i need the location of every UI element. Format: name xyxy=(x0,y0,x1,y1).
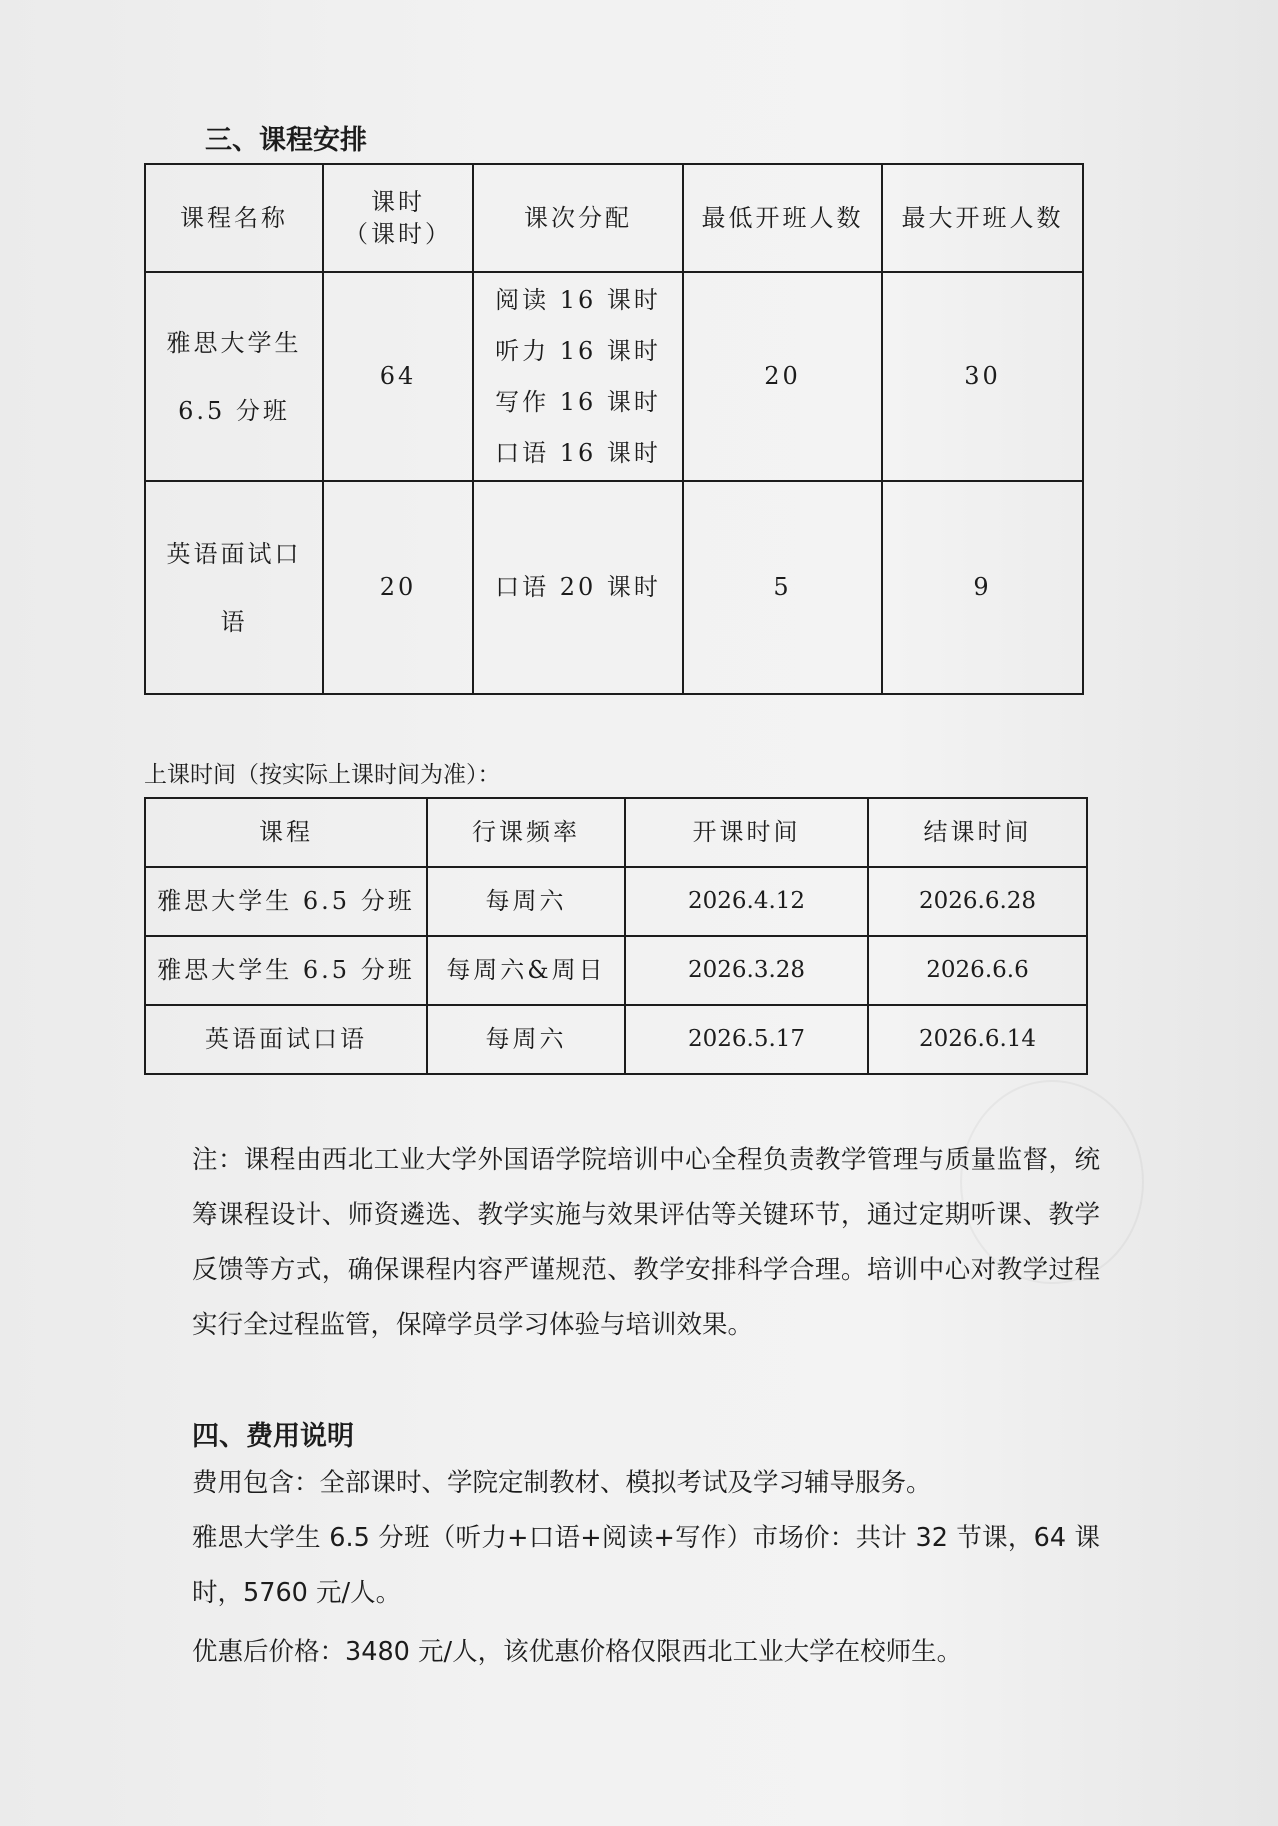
course-cell: 雅思大学生 6.5 分班 xyxy=(145,867,427,936)
course-name-cell xyxy=(145,272,323,481)
allocation-cell xyxy=(473,272,683,481)
end-date-cell: 2026.6.14 xyxy=(868,1005,1087,1074)
frequency-cell: 每周六 xyxy=(427,867,625,936)
table-row xyxy=(145,867,1087,936)
note-text: 注：课程由西北工业大学外国语学院培训中心全程负责教学管理与质量监督，统筹课程设计、师资遴选、教学实施与效果评估等关键环节，通过定期听课、教学反馈等方式，确保课程内容严谨规范、教学安排科学合理。培训中心对教学过程实行全过程监管，保障学员学习体验与培训效果。 xyxy=(192,1145,1100,1340)
header-course-name: 课程名称 xyxy=(145,164,323,272)
allocation-item: 阅读 16 课时 xyxy=(495,285,661,314)
min-size-cell: 5 xyxy=(683,481,882,694)
start-date-cell: 2026.5.17 xyxy=(625,1005,868,1074)
fee-includes: 费用包含：全部课时、学院定制教材、模拟考试及学习辅导服务。 xyxy=(192,1468,932,1498)
course-name-cell xyxy=(145,481,323,694)
course-name-line: 6.5 分班 xyxy=(178,396,290,425)
course-cell: 英语面试口语 xyxy=(145,1005,427,1074)
header-hours: 课时 （课时） xyxy=(323,164,473,272)
table-row xyxy=(145,481,1083,694)
frequency-cell: 每周六&周日 xyxy=(427,936,625,1005)
class-time-table xyxy=(144,797,1088,1075)
section-4-title: 四、费用说明 xyxy=(192,1421,354,1452)
header-end-date: 结课时间 xyxy=(868,798,1087,867)
start-date-cell: 2026.3.28 xyxy=(625,936,868,1005)
header-allocation: 课次分配 xyxy=(473,164,683,272)
min-size-cell: 20 xyxy=(683,272,882,481)
allocation-item: 听力 16 课时 xyxy=(495,336,661,365)
fee-discount: 优惠后价格：3480 元/人，该优惠价格仅限西北工业大学在校师生。 xyxy=(192,1637,963,1667)
table-row xyxy=(145,936,1087,1005)
allocation-cell xyxy=(473,481,683,694)
end-date-cell: 2026.6.28 xyxy=(868,867,1087,936)
course-schedule-table xyxy=(144,163,1084,695)
header-start-date: 开课时间 xyxy=(625,798,868,867)
max-size-cell: 30 xyxy=(882,272,1083,481)
max-size-cell: 9 xyxy=(882,481,1083,694)
allocation-item: 口语 20 课时 xyxy=(495,573,661,601)
course-cell: 雅思大学生 6.5 分班 xyxy=(145,936,427,1005)
note-paragraph xyxy=(140,1133,1100,1353)
course-name-line: 英语面试口 xyxy=(166,539,302,568)
header-course: 课程 xyxy=(145,798,427,867)
table-header-row xyxy=(145,798,1087,867)
table-row xyxy=(145,1005,1087,1074)
fee-market-price: 雅思大学生 6.5 分班（听力+口语+阅读+写作）市场价：共计 32 节课，64 课时，5760 元/人。 xyxy=(192,1523,1100,1608)
table-row xyxy=(145,272,1083,481)
frequency-cell: 每周六 xyxy=(427,1005,625,1074)
allocation-item: 写作 16 课时 xyxy=(495,387,661,416)
course-name-line: 雅思大学生 xyxy=(166,328,302,357)
header-max-class-size: 最大开班人数 xyxy=(882,164,1083,272)
hours-cell: 20 xyxy=(323,481,473,694)
table-header-row xyxy=(145,164,1083,272)
allocation-item: 口语 16 课时 xyxy=(495,438,661,467)
header-min-class-size: 最低开班人数 xyxy=(683,164,882,272)
schedule-caption: 上课时间（按实际上课时间为准）： xyxy=(144,762,501,788)
header-frequency: 行课频率 xyxy=(427,798,625,867)
start-date-cell: 2026.4.12 xyxy=(625,867,868,936)
fee-section xyxy=(140,1456,1100,1680)
hours-cell: 64 xyxy=(323,272,473,481)
end-date-cell: 2026.6.6 xyxy=(868,936,1087,1005)
section-3-title: 三、课程安排 xyxy=(205,125,367,156)
course-name-line: 语 xyxy=(220,607,248,636)
